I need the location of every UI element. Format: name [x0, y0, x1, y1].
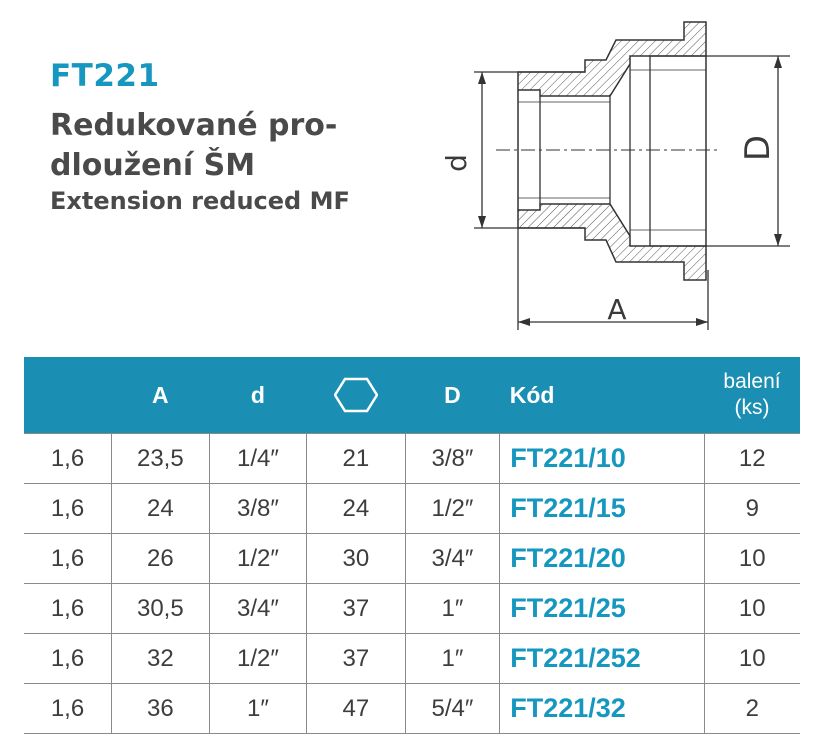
table-row [24, 534, 800, 584]
cell-d: 1/2″ [209, 534, 307, 584]
cell-code: FT221/25 [500, 584, 704, 634]
header-packaging-line2: (ks) [734, 396, 770, 419]
table-row [24, 484, 800, 534]
cell-D: 5/4″ [405, 684, 500, 734]
table-row [24, 434, 800, 484]
cell-A: 26 [112, 534, 210, 584]
product-name-cz-line2: dloužení ŠM [50, 148, 256, 183]
product-name-cz-line1: Redukované pro- [50, 108, 338, 143]
cell-packaging: 12 [704, 434, 800, 484]
table-header-row [24, 357, 800, 434]
product-name-cz [50, 106, 390, 186]
cell-hex: 21 [307, 434, 406, 484]
cell-packaging: 2 [704, 684, 800, 734]
cell-d: 3/8″ [209, 484, 307, 534]
specification-table [24, 357, 800, 734]
cell-hex: 37 [307, 584, 406, 634]
cell-A: 23,5 [112, 434, 210, 484]
cell-packaging: 10 [704, 634, 800, 684]
cell-thickness: 1,6 [24, 434, 112, 484]
cell-packaging: 9 [704, 484, 800, 534]
dimension-d-label: d [440, 154, 473, 172]
cell-D: 1″ [405, 584, 500, 634]
header-A: A [112, 357, 210, 434]
header-d: d [209, 357, 307, 434]
cell-D: 1″ [405, 634, 500, 684]
hexagon-icon [334, 377, 378, 413]
cell-D: 1/2″ [405, 484, 500, 534]
cell-thickness: 1,6 [24, 584, 112, 634]
cell-hex: 24 [307, 484, 406, 534]
table-row [24, 584, 800, 634]
table-row [24, 634, 800, 684]
header-packaging [704, 357, 800, 434]
cell-thickness: 1,6 [24, 534, 112, 584]
cell-A: 32 [112, 634, 210, 684]
cell-code: FT221/15 [500, 484, 704, 534]
dimension-D-label: D [738, 134, 778, 162]
cell-hex: 37 [307, 634, 406, 684]
cell-D: 3/4″ [405, 534, 500, 584]
cell-packaging: 10 [704, 584, 800, 634]
cell-A: 36 [112, 684, 210, 734]
cell-thickness: 1,6 [24, 634, 112, 684]
cell-code: FT221/20 [500, 534, 704, 584]
cell-A: 30,5 [112, 584, 210, 634]
product-name-en: Extension reduced MF [50, 187, 350, 215]
cell-code: FT221/10 [500, 434, 704, 484]
cell-d: 3/4″ [209, 584, 307, 634]
header-thickness [24, 357, 112, 434]
cell-thickness: 1,6 [24, 684, 112, 734]
cell-thickness: 1,6 [24, 484, 112, 534]
cell-d: 1/2″ [209, 634, 307, 684]
header-packaging-line1: balení [723, 370, 781, 393]
dimension-A-label: A [607, 293, 627, 326]
cell-hex: 30 [307, 534, 406, 584]
table-row [24, 684, 800, 734]
cell-code: FT221/252 [500, 634, 704, 684]
cell-code: FT221/32 [500, 684, 704, 734]
cell-hex: 47 [307, 684, 406, 734]
product-code: FT221 [50, 58, 160, 94]
cell-d: 1″ [209, 684, 307, 734]
header-D: D [405, 357, 500, 434]
cell-packaging: 10 [704, 534, 800, 584]
cell-A: 24 [112, 484, 210, 534]
cell-D: 3/8″ [405, 434, 500, 484]
header-hex [307, 357, 406, 434]
cell-d: 1/4″ [209, 434, 307, 484]
header-code: Kód [500, 357, 704, 434]
